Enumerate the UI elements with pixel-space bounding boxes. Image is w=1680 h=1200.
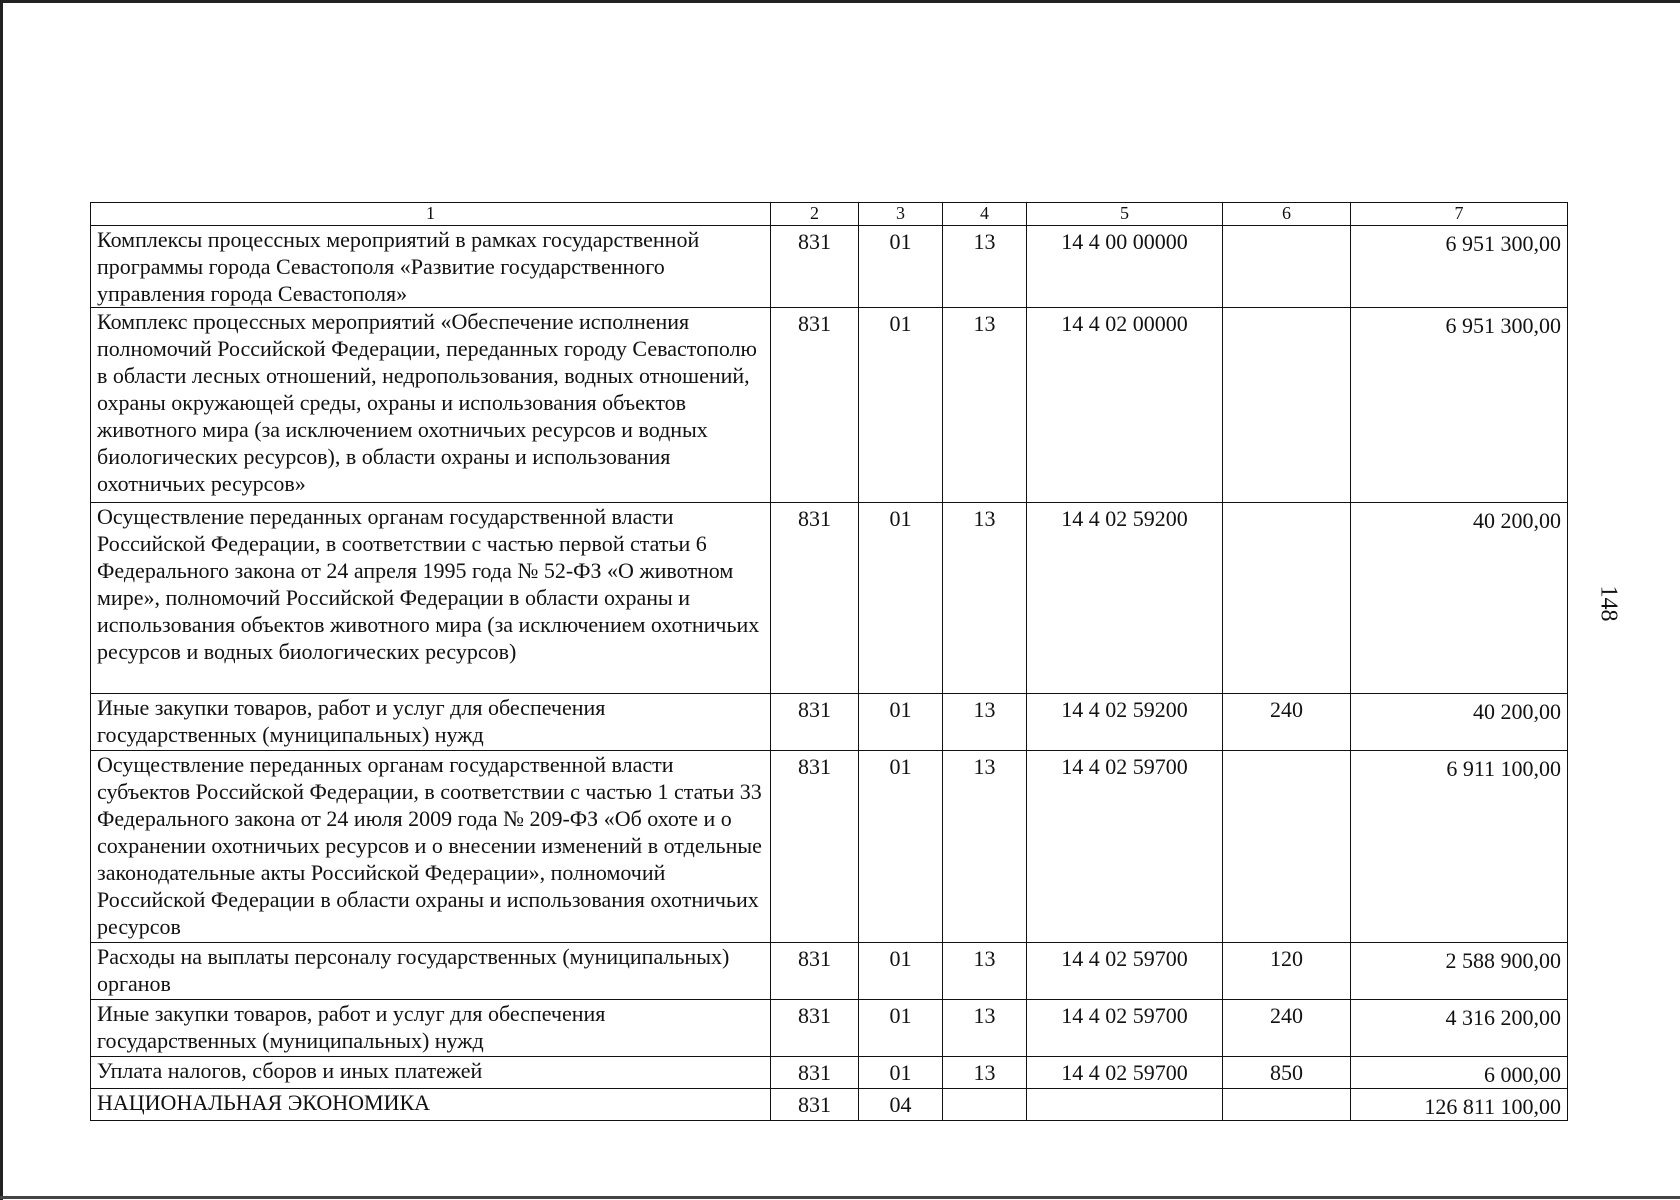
- table-row: [91, 503, 1568, 694]
- row-target-article: 14 4 02 59700: [1027, 943, 1223, 1000]
- row-expense-type: [1223, 226, 1351, 308]
- table-row: [91, 1000, 1568, 1057]
- row-subsection: 13: [943, 751, 1027, 943]
- row-target-article: 14 4 02 59200: [1027, 694, 1223, 751]
- row-subsection: [943, 1089, 1027, 1121]
- scan-border-bottom: [0, 1196, 1680, 1199]
- header-col-2: 2: [771, 203, 859, 226]
- table-row: [91, 751, 1568, 943]
- row-amount: 40 200,00: [1351, 694, 1568, 751]
- budget-table: [90, 202, 1568, 1121]
- table-header-row: [91, 203, 1568, 226]
- row-section: 01: [859, 308, 943, 503]
- row-grbs: 831: [771, 1057, 859, 1089]
- row-expense-type: [1223, 503, 1351, 694]
- row-name: Иные закупки товаров, работ и услуг для обеспечения государственных (муниципальных) нужд: [91, 694, 771, 751]
- scan-border-top: [0, 0, 1680, 3]
- row-amount: 6 000,00: [1351, 1057, 1568, 1089]
- page-number: 148: [1595, 585, 1622, 622]
- table-row: [91, 308, 1568, 503]
- row-section: 01: [859, 751, 943, 943]
- row-amount: 4 316 200,00: [1351, 1000, 1568, 1057]
- row-name: Расходы на выплаты персоналу государственных (муниципальных) органов: [91, 943, 771, 1000]
- row-amount: 6 951 300,00: [1351, 308, 1568, 503]
- row-target-article: 14 4 02 59700: [1027, 751, 1223, 943]
- row-grbs: 831: [771, 308, 859, 503]
- table-row: [91, 1057, 1568, 1089]
- row-expense-type: 850: [1223, 1057, 1351, 1089]
- row-expense-type: 240: [1223, 1000, 1351, 1057]
- row-section: 01: [859, 503, 943, 694]
- row-amount: 126 811 100,00: [1351, 1089, 1568, 1121]
- table-row: [91, 694, 1568, 751]
- row-grbs: 831: [771, 751, 859, 943]
- row-name: Осуществление переданных органам государственной власти субъектов Российской Федерации, в соответствии с частью 1 статьи 33 Федерального закона от 24 июля 2009 года № 209-ФЗ «Об охоте и о сохранении охотничьих ресурсов и о внесении изменений в отдельные законодательные акты Российской Федерации», полномочий Российской Федерации в области охраны и использования охотничьих ресурсов: [91, 751, 771, 943]
- row-target-article: [1027, 1089, 1223, 1121]
- header-col-5: 5: [1027, 203, 1223, 226]
- row-target-article: 14 4 02 59700: [1027, 1000, 1223, 1057]
- row-subsection: 13: [943, 943, 1027, 1000]
- row-expense-type: [1223, 751, 1351, 943]
- row-expense-type: 120: [1223, 943, 1351, 1000]
- row-subsection: 13: [943, 1057, 1027, 1089]
- row-subsection: 13: [943, 503, 1027, 694]
- row-name: Уплата налогов, сборов и иных платежей: [91, 1057, 771, 1089]
- row-grbs: 831: [771, 943, 859, 1000]
- row-name: Комплекс процессных мероприятий «Обеспечение исполнения полномочий Российской Федерации, переданных городу Севастополю в области лесных отношений, недропользования, водных отношений, охраны окружающей среды, охраны и использования объектов животного мира (за исключением охотничьих ресурсов и водных биологических ресурсов), в области охраны и использования охотничьих ресурсов»: [91, 308, 771, 503]
- row-section: 01: [859, 1000, 943, 1057]
- row-target-article: 14 4 00 00000: [1027, 226, 1223, 308]
- row-grbs: 831: [771, 226, 859, 308]
- table-row: [91, 1089, 1568, 1121]
- header-col-1: 1: [91, 203, 771, 226]
- row-subsection: 13: [943, 226, 1027, 308]
- row-amount: 40 200,00: [1351, 503, 1568, 694]
- row-amount: 6 951 300,00: [1351, 226, 1568, 308]
- header-col-3: 3: [859, 203, 943, 226]
- row-subsection: 13: [943, 694, 1027, 751]
- row-target-article: 14 4 02 00000: [1027, 308, 1223, 503]
- table-row: [91, 226, 1568, 308]
- row-section: 04: [859, 1089, 943, 1121]
- row-grbs: 831: [771, 1089, 859, 1121]
- row-name: НАЦИОНАЛЬНАЯ ЭКОНОМИКА: [91, 1089, 771, 1121]
- row-section: 01: [859, 226, 943, 308]
- row-subsection: 13: [943, 308, 1027, 503]
- row-name: Осуществление переданных органам государственной власти Российской Федерации, в соответствии с частью первой статьи 6 Федерального закона от 24 апреля 1995 года № 52-ФЗ «О животном мире», полномочий Российской Федерации в области охраны и использования объектов животного мира (за исключением охотничьих ресурсов и водных биологических ресурсов): [91, 503, 771, 694]
- row-subsection: 13: [943, 1000, 1027, 1057]
- scan-border-left: [0, 0, 3, 1200]
- row-name: Иные закупки товаров, работ и услуг для обеспечения государственных (муниципальных) нужд: [91, 1000, 771, 1057]
- row-section: 01: [859, 1057, 943, 1089]
- row-target-article: 14 4 02 59200: [1027, 503, 1223, 694]
- row-section: 01: [859, 694, 943, 751]
- row-expense-type: [1223, 308, 1351, 503]
- row-target-article: 14 4 02 59700: [1027, 1057, 1223, 1089]
- row-grbs: 831: [771, 694, 859, 751]
- header-col-6: 6: [1223, 203, 1351, 226]
- table-row: [91, 943, 1568, 1000]
- row-grbs: 831: [771, 503, 859, 694]
- header-col-4: 4: [943, 203, 1027, 226]
- row-amount: 6 911 100,00: [1351, 751, 1568, 943]
- header-col-7: 7: [1351, 203, 1568, 226]
- row-grbs: 831: [771, 1000, 859, 1057]
- row-section: 01: [859, 943, 943, 1000]
- row-name: Комплексы процессных мероприятий в рамках государственной программы города Севастополя «Развитие государственного управления города Севастополя»: [91, 226, 771, 308]
- row-expense-type: [1223, 1089, 1351, 1121]
- row-amount: 2 588 900,00: [1351, 943, 1568, 1000]
- row-expense-type: 240: [1223, 694, 1351, 751]
